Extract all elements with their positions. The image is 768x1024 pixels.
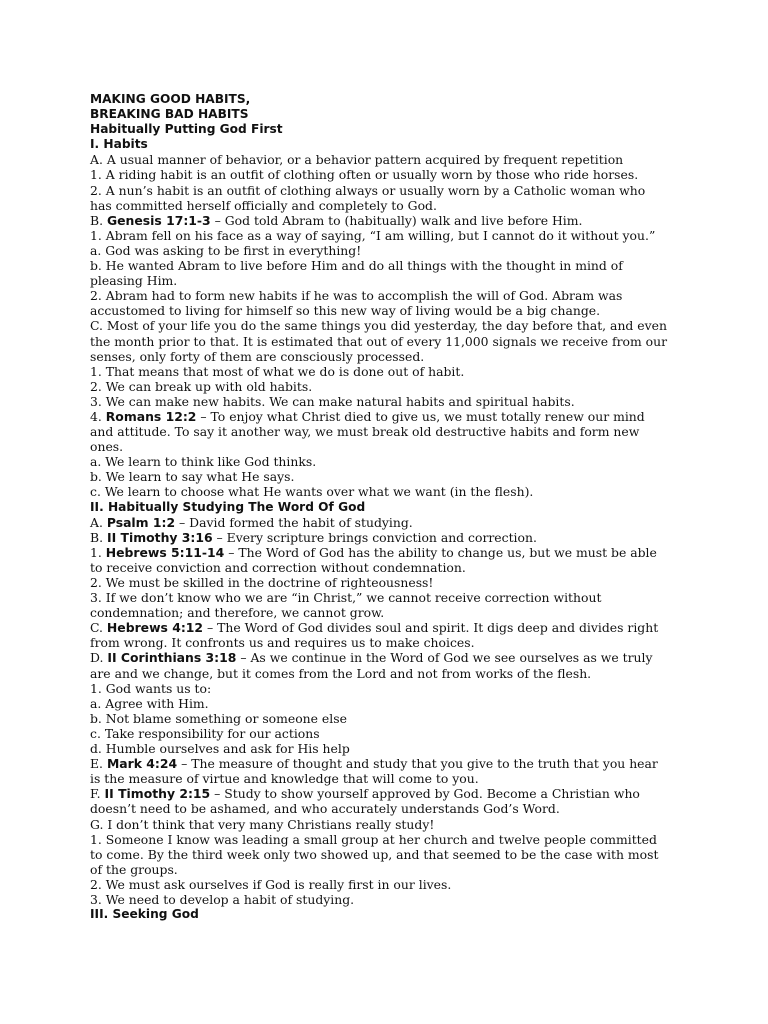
text-line: 2. We can break up with old habits. <box>90 378 313 394</box>
item-prefix: B. <box>90 529 107 545</box>
text-line: b. We learn to say what He says. <box>90 469 295 485</box>
item-prefix: E. <box>90 756 107 772</box>
text-line: 2. Abram had to form new habits if he was to accomplish the will of God. Abram was <box>90 288 623 304</box>
scripture-reference: II Timothy 3:16 <box>106 529 213 545</box>
scripture-reference: II Corinthians 3:18 <box>107 650 237 666</box>
item-prefix: F. <box>90 786 105 802</box>
text-line: condemnation; and therefore, we cannot grow. <box>90 605 385 621</box>
text-line: 3. We need to develop a habit of studying. <box>90 891 355 907</box>
section-heading-habits: I. Habits <box>90 137 148 152</box>
section-heading-seeking: III. Seeking God <box>90 907 199 922</box>
text-line <box>90 650 690 665</box>
text-line: 1. God wants us to: <box>90 680 212 696</box>
scripture-reference: Hebrews 4:12 <box>106 620 204 636</box>
text-line: a. We learn to think like God thinks. <box>90 454 317 470</box>
text-line: d. Humble ourselves and ask for His help <box>90 741 350 757</box>
text-line <box>90 515 690 530</box>
text-line: a. God was asking to be first in everything! <box>90 242 362 258</box>
text-line: G. I don’t think that very many Christians really study! <box>90 816 435 832</box>
text-line: the month prior to that. It is estimated that out of every 11,000 signals we receive from our <box>90 333 668 349</box>
item-text: – David formed the habit of studying. <box>175 514 413 530</box>
text-line: c. We learn to choose what He wants over what we want (in the flesh). <box>90 484 534 500</box>
text-line: b. He wanted Abram to live before Him and do all things with the thought in mind of <box>90 258 623 274</box>
item-prefix: D. <box>90 650 108 666</box>
text-line: 2. We must be skilled in the doctrine of righteousness! <box>90 575 434 590</box>
item-prefix: B. <box>90 212 107 228</box>
text-line: b. Not blame something or someone else <box>90 710 347 726</box>
text-line: from wrong. It confronts us and requires us to make choices. <box>90 635 475 651</box>
item-text: – As we continue in the Word of God we see ourselves as we truly <box>236 650 653 666</box>
doc-title-line-2: BREAKING BAD HABITS <box>90 107 249 122</box>
text-line: senses, only forty of them are consciously processed. <box>90 348 425 364</box>
item-text: – To enjoy what Christ died to give us, we must totally renew our mind <box>196 408 645 424</box>
section-heading-studying: II. Habitually Studying The Word Of God <box>90 499 366 514</box>
text-line: doesn’t need to be ashamed, and who accurately understands God’s Word. <box>90 801 560 817</box>
text-line: A. A usual manner of behavior, or a behavior pattern acquired by frequent repetition <box>90 152 624 168</box>
text-line <box>90 786 690 801</box>
item-prefix: 4. <box>90 408 106 424</box>
text-line: ones. <box>90 439 124 455</box>
text-line: pleasing Him. <box>90 273 178 289</box>
scripture-reference: Hebrews 5:11-14 <box>105 544 225 560</box>
item-text: – Every scripture brings conviction and correction. <box>212 529 537 545</box>
text-line: 1. Someone I know was leading a small group at her church and twelve people committed <box>90 831 657 847</box>
scripture-reference: Romans 12:2 <box>105 408 197 424</box>
text-line: of the groups. <box>90 861 178 877</box>
scripture-reference: Genesis 17:1-3 <box>106 212 211 228</box>
item-prefix: C. <box>90 620 107 636</box>
item-text: – The measure of thought and study that you give to the truth that you hear <box>177 756 658 772</box>
text-line: c. Take responsibility for our actions <box>90 725 320 741</box>
text-line: and attitude. To say it another way, we must break old destructive habits and form new <box>90 424 640 440</box>
text-line: is the measure of virtue and knowledge that will come to you. <box>90 771 479 787</box>
item-text: – The Word of God divides soul and spirit. It digs deep and divides right <box>203 620 659 636</box>
text-line <box>90 756 690 771</box>
text-line <box>90 213 690 228</box>
item-prefix: 1. <box>90 544 106 560</box>
doc-subtitle: Habitually Putting God First <box>90 122 283 137</box>
scripture-reference: Psalm 1:2 <box>106 514 176 530</box>
text-line: are and we change, but it comes from the Lord and not from works of the flesh. <box>90 665 592 681</box>
item-text: – Study to show yourself approved by God. Become a Christian who <box>210 786 640 802</box>
text-line: has committed herself officially and completely to God. <box>90 197 437 213</box>
text-line: 3. If we don’t know who we are “in Christ,” we cannot receive correction without <box>90 590 602 606</box>
text-line <box>90 545 690 560</box>
text-line: 1. A riding habit is an outfit of clothing often or usually worn by those who ride horses. <box>90 167 639 183</box>
text-line <box>90 409 690 424</box>
text-line: a. Agree with Him. <box>90 695 209 711</box>
text-line: 1. That means that most of what we do is done out of habit. <box>90 363 465 379</box>
text-line: accustomed to living for himself so this new way of living would be a big change. <box>90 303 601 319</box>
item-prefix: A. <box>90 514 107 530</box>
text-line: C. Most of your life you do the same things you did yesterday, the day before that, and even <box>90 318 667 334</box>
scripture-reference: Mark 4:24 <box>106 756 178 772</box>
text-line <box>90 620 690 635</box>
text-line: 1. Abram fell on his face as a way of saying, “I am willing, but I cannot do it without you.” <box>90 227 656 243</box>
scripture-reference: II Timothy 2:15 <box>104 786 211 802</box>
text-line <box>90 530 690 545</box>
text-line: to come. By the third week only two showed up, and that seemed to be the case with most <box>90 846 659 862</box>
item-text: – The Word of God has the ability to change us, but we must be able <box>224 544 657 560</box>
item-text: – God told Abram to (habitually) walk and live before Him. <box>210 212 583 228</box>
text-line: 2. We must ask ourselves if God is really first in our lives. <box>90 876 452 892</box>
doc-title-line-1: MAKING GOOD HABITS, <box>90 92 251 106</box>
document-page <box>90 92 690 922</box>
text-line: to receive conviction and correction without condemnation. <box>90 559 466 575</box>
text-line: 3. We can make new habits. We can make natural habits and spiritual habits. <box>90 393 575 409</box>
text-line: 2. A nun’s habit is an outfit of clothing always or usually worn by a Catholic woman who <box>90 182 646 198</box>
